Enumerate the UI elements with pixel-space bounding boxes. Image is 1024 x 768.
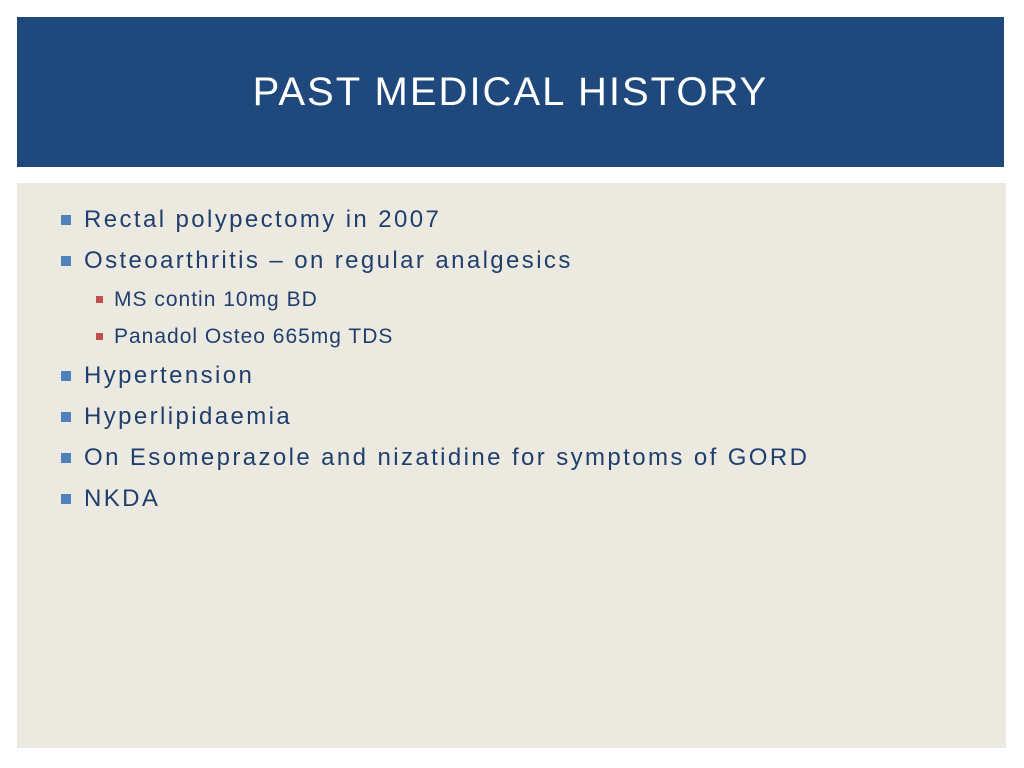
- list-item-text: NKDA: [84, 484, 161, 512]
- list-item-text: On Esomeprazole and nizatidine for symptoms of GORD: [84, 443, 810, 471]
- title-bar: [17, 17, 1004, 167]
- list-item-text: Osteoarthritis – on regular analgesics: [84, 246, 573, 274]
- list-item: [61, 396, 809, 437]
- square-bullet-icon: [61, 453, 71, 463]
- content-area: [17, 183, 1006, 748]
- list-item: [61, 240, 809, 281]
- square-bullet-icon: [61, 215, 71, 225]
- small-square-bullet-icon: [96, 296, 103, 303]
- sub-list-item: [96, 281, 809, 318]
- sub-list-item-text: MS contin 10mg BD: [114, 287, 318, 311]
- square-bullet-icon: [61, 412, 71, 422]
- square-bullet-icon: [61, 371, 71, 381]
- list-item: [61, 355, 809, 396]
- slide-title: PAST MEDICAL HISTORY: [252, 69, 769, 114]
- square-bullet-icon: [61, 256, 71, 266]
- list-item-text: Hyperlipidaemia: [84, 402, 293, 430]
- list-item: [61, 437, 809, 478]
- square-bullet-icon: [61, 494, 71, 504]
- list-item: [61, 478, 809, 519]
- sub-list-item: [96, 318, 809, 355]
- bullet-list: [61, 199, 809, 519]
- sub-bullet-list: [61, 281, 809, 355]
- list-item: [61, 199, 809, 240]
- list-item-text: Hypertension: [84, 361, 255, 389]
- small-square-bullet-icon: [96, 333, 103, 340]
- list-item-group: [61, 240, 809, 355]
- sub-list-item-text: Panadol Osteo 665mg TDS: [114, 324, 394, 348]
- list-item-text: Rectal polypectomy in 2007: [84, 205, 442, 233]
